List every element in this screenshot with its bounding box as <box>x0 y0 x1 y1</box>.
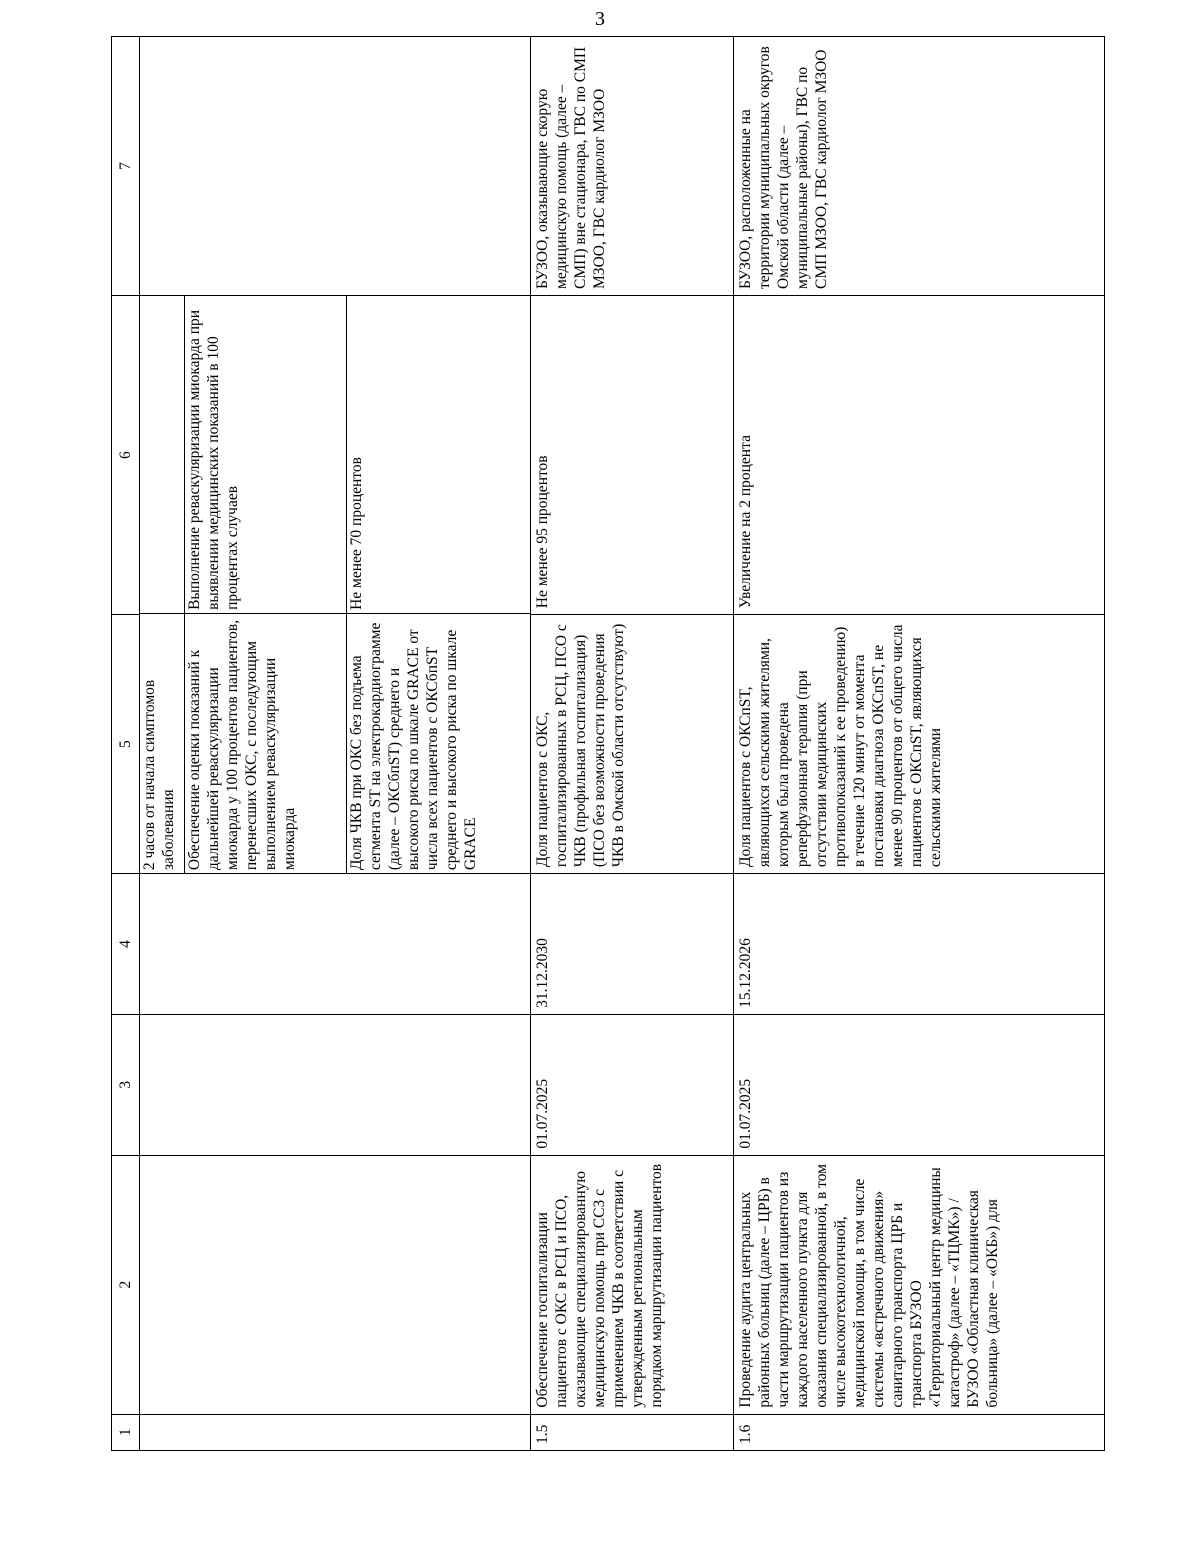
cell-indicator-value-group <box>140 295 531 873</box>
table-row <box>734 37 1105 1451</box>
cell-number: 1.5 <box>531 1414 734 1450</box>
cell-event <box>140 1155 531 1414</box>
column-header: 4 <box>112 874 140 1015</box>
cell-value: Не менее 95 процентов <box>531 295 734 614</box>
rotated-table-page <box>111 36 1095 1451</box>
sub-value: Выполнение реваскуляризации миокарда при выявлении медицинских показаний в 100 процентах случаев <box>184 296 346 613</box>
column-header: 7 <box>112 37 140 296</box>
cell-responsible <box>140 37 531 296</box>
indicator-subtable <box>140 296 530 873</box>
cell-start-date <box>140 1014 531 1155</box>
column-header: 3 <box>112 1014 140 1155</box>
cell-end-date <box>140 874 531 1015</box>
cell-start-date: 01.07.2025 <box>734 1014 1105 1155</box>
column-header: 6 <box>112 295 140 614</box>
cell-end-date: 15.12.2026 <box>734 874 1105 1015</box>
sub-value <box>140 296 184 613</box>
activity-table <box>111 36 1105 1451</box>
cell-start-date: 01.07.2025 <box>531 1014 734 1155</box>
cell-responsible: БУЗОО, расположенные на территории муниципальных округов Омской области (далее – муниципальные районы), ГВС по СМП МЗОО, ГВС кардиолог МЗОО <box>734 37 1105 296</box>
cell-end-date: 31.12.2030 <box>531 874 734 1015</box>
cell-indicator: Доля пациентов с ОКСпST, являющихся сельскими жителями, которым была проведена реперфузионная терапия (при отсутствии медицинских противопоказаний к ее проведению) в течение 120 минут от момента постановки диагноза ОКСпST, не менее 90 процентов от общего числа пациентов с ОКСпST, являющихся сельскими жителями <box>734 615 1105 874</box>
column-header: 1 <box>112 1414 140 1450</box>
cell-indicator: Доля пациентов с ОКС, госпитализированных в РСЦ, ПСО с ЧКВ (профильная госпитализация) (ПСО без возможности проведения ЧКВ в Омской области отсутствуют) <box>531 615 734 874</box>
cell-number <box>140 1414 531 1450</box>
cell-number: 1.6 <box>734 1414 1105 1450</box>
cell-responsible: БУЗОО, оказывающие скорую медицинскую помощь (далее – СМП) вне стационара, ГВС по СМП МЗОО, ГВС кардиолог МЗОО <box>531 37 734 296</box>
cell-value: Увеличение на 2 процента <box>734 295 1105 614</box>
column-header: 5 <box>112 615 140 874</box>
sub-indicator: 2 часов от начала симптомов заболевания <box>141 679 177 871</box>
sub-indicator: Обеспечение оценки показаний к дальнейшей реваскуляризации миокарда у 100 процентов пациентов, перенесших ОКС, с последующим выполнением реваскуляризации миокарда <box>184 613 346 873</box>
table-row <box>531 37 734 1451</box>
cell-event: Проведение аудита центральных районных больниц (далее – ЦРБ) в части маршрутизации пациентов из каждого населенного пункта для оказания специализированной, в том числе высокотехнологичной, медицинской помощи, в том числе системы «встречного движения» санитарного транспорта ЦРБ и транспорта БУЗОО «Территориальный центр медицины катастроф» (далее – «ТЦМК») / БУЗОО «Областная клиническая больница» (далее – «ОКБ») для <box>734 1155 1105 1414</box>
table-row-continuation <box>140 37 531 1451</box>
column-header-row <box>112 37 140 1451</box>
page-number: 3 <box>595 8 605 30</box>
sub-value: Не менее 70 процентов <box>346 296 530 613</box>
cell-event: Обеспечение госпитализации пациентов с ОКС в РСЦ и ПСО, оказывающие специализированную медицинскую помощь при ССЗ с применением ЧКВ в соответствии с утвержденным региональным порядком маршрутизации пациентов <box>531 1155 734 1414</box>
sub-indicator: Доля ЧКВ при ОКС без подъема сегмента ST на электрокардиограмме (далее – ОКСбпST) среднего и высокого риска по шкале GRACE от числа всех пациентов с ОКСбпST среднего и высокого риска по шкале GRACE <box>346 613 530 873</box>
column-header: 2 <box>112 1155 140 1414</box>
